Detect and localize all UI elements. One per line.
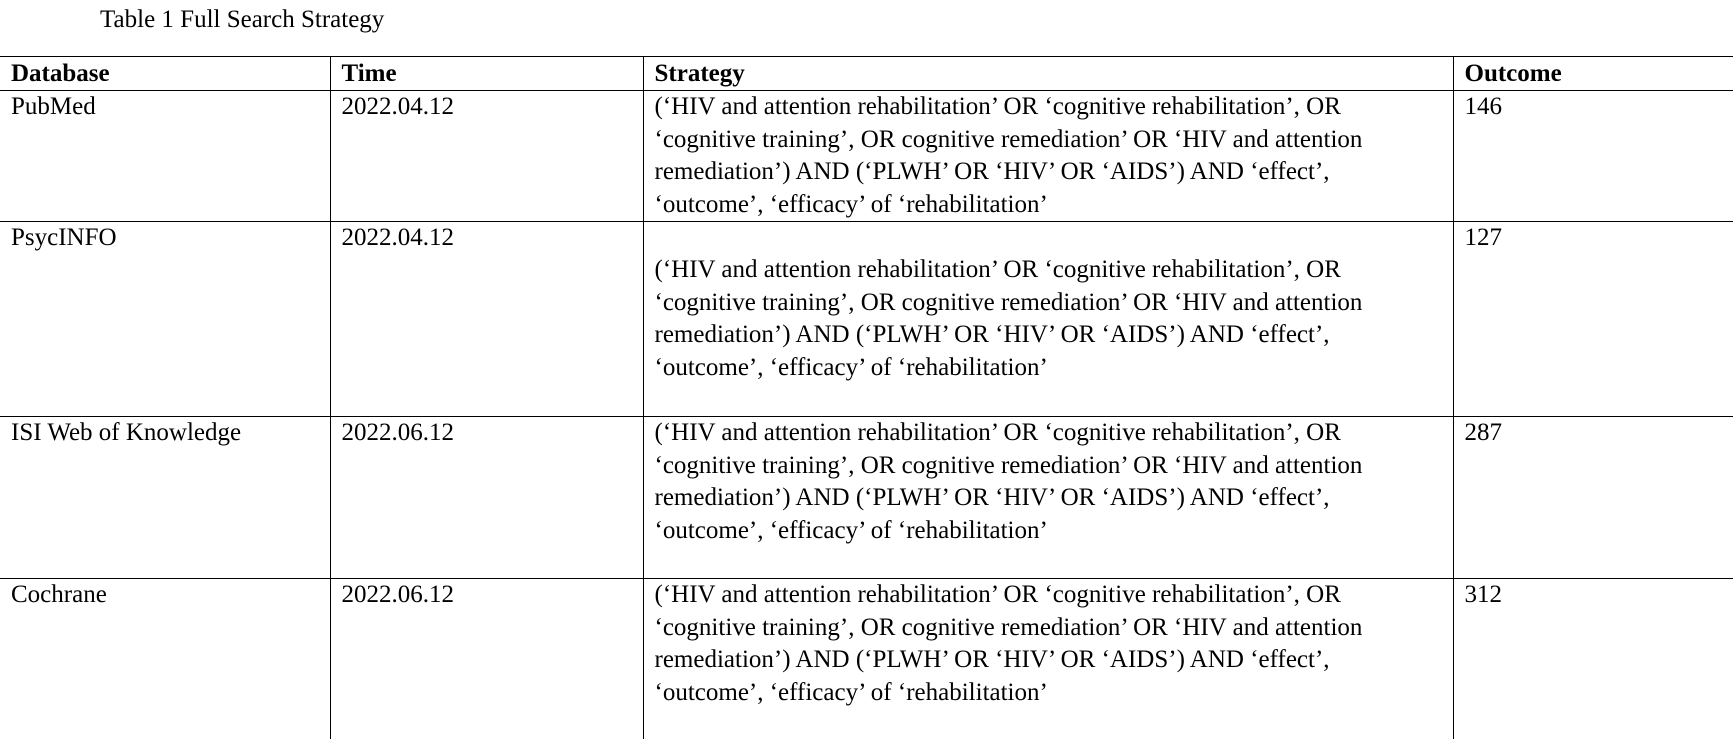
cell-strategy: (‘HIV and attention rehabilitation’ OR ‘cognitive rehabilitation’, OR ‘cognitive training’, OR cognitive remediation’ OR ‘HIV and attention remediation’) AND (‘PLWH’ OR ‘HIV’ OR ‘AIDS’) AND ‘effect’, ‘outcome’, ‘efficacy’ of ‘rehabilitation’ xyxy=(643,222,1453,417)
table-row xyxy=(0,579,1733,739)
table-row xyxy=(0,91,1733,222)
table-row xyxy=(0,417,1733,579)
search-strategy-table xyxy=(0,56,1733,739)
table-header-row xyxy=(0,57,1733,91)
cell-strategy: (‘HIV and attention rehabilitation’ OR ‘cognitive rehabilitation’, OR ‘cognitive training’, OR cognitive remediation’ OR ‘HIV and attention remediation’) AND (‘PLWH’ OR ‘HIV’ OR ‘AIDS’) AND ‘effect’, ‘outcome’, ‘efficacy’ of ‘rehabilitation’ xyxy=(643,91,1453,222)
header-database: Database xyxy=(0,57,330,91)
header-time: Time xyxy=(330,57,643,91)
cell-outcome: 146 xyxy=(1453,91,1733,222)
cell-database: PubMed xyxy=(0,91,330,222)
header-strategy: Strategy xyxy=(643,57,1453,91)
cell-database: PsycINFO xyxy=(0,222,330,417)
cell-database: Cochrane xyxy=(0,579,330,739)
cell-time: 2022.06.12 xyxy=(330,417,643,579)
cell-database: ISI Web of Knowledge xyxy=(0,417,330,579)
cell-time: 2022.04.12 xyxy=(330,91,643,222)
cell-outcome: 312 xyxy=(1453,579,1733,739)
header-outcome: Outcome xyxy=(1453,57,1733,91)
cell-strategy: (‘HIV and attention rehabilitation’ OR ‘cognitive rehabilitation’, OR ‘cognitive training’, OR cognitive remediation’ OR ‘HIV and attention remediation’) AND (‘PLWH’ OR ‘HIV’ OR ‘AIDS’) AND ‘effect’, ‘outcome’, ‘efficacy’ of ‘rehabilitation’ xyxy=(643,417,1453,579)
cell-time: 2022.04.12 xyxy=(330,222,643,417)
cell-outcome: 287 xyxy=(1453,417,1733,579)
table-caption: Table 1 Full Search Strategy xyxy=(100,4,384,36)
table-row xyxy=(0,222,1733,417)
cell-strategy: (‘HIV and attention rehabilitation’ OR ‘cognitive rehabilitation’, OR ‘cognitive training’, OR cognitive remediation’ OR ‘HIV and attention remediation’) AND (‘PLWH’ OR ‘HIV’ OR ‘AIDS’) AND ‘effect’, ‘outcome’, ‘efficacy’ of ‘rehabilitation’ xyxy=(643,579,1453,739)
cell-outcome: 127 xyxy=(1453,222,1733,417)
cell-time: 2022.06.12 xyxy=(330,579,643,739)
